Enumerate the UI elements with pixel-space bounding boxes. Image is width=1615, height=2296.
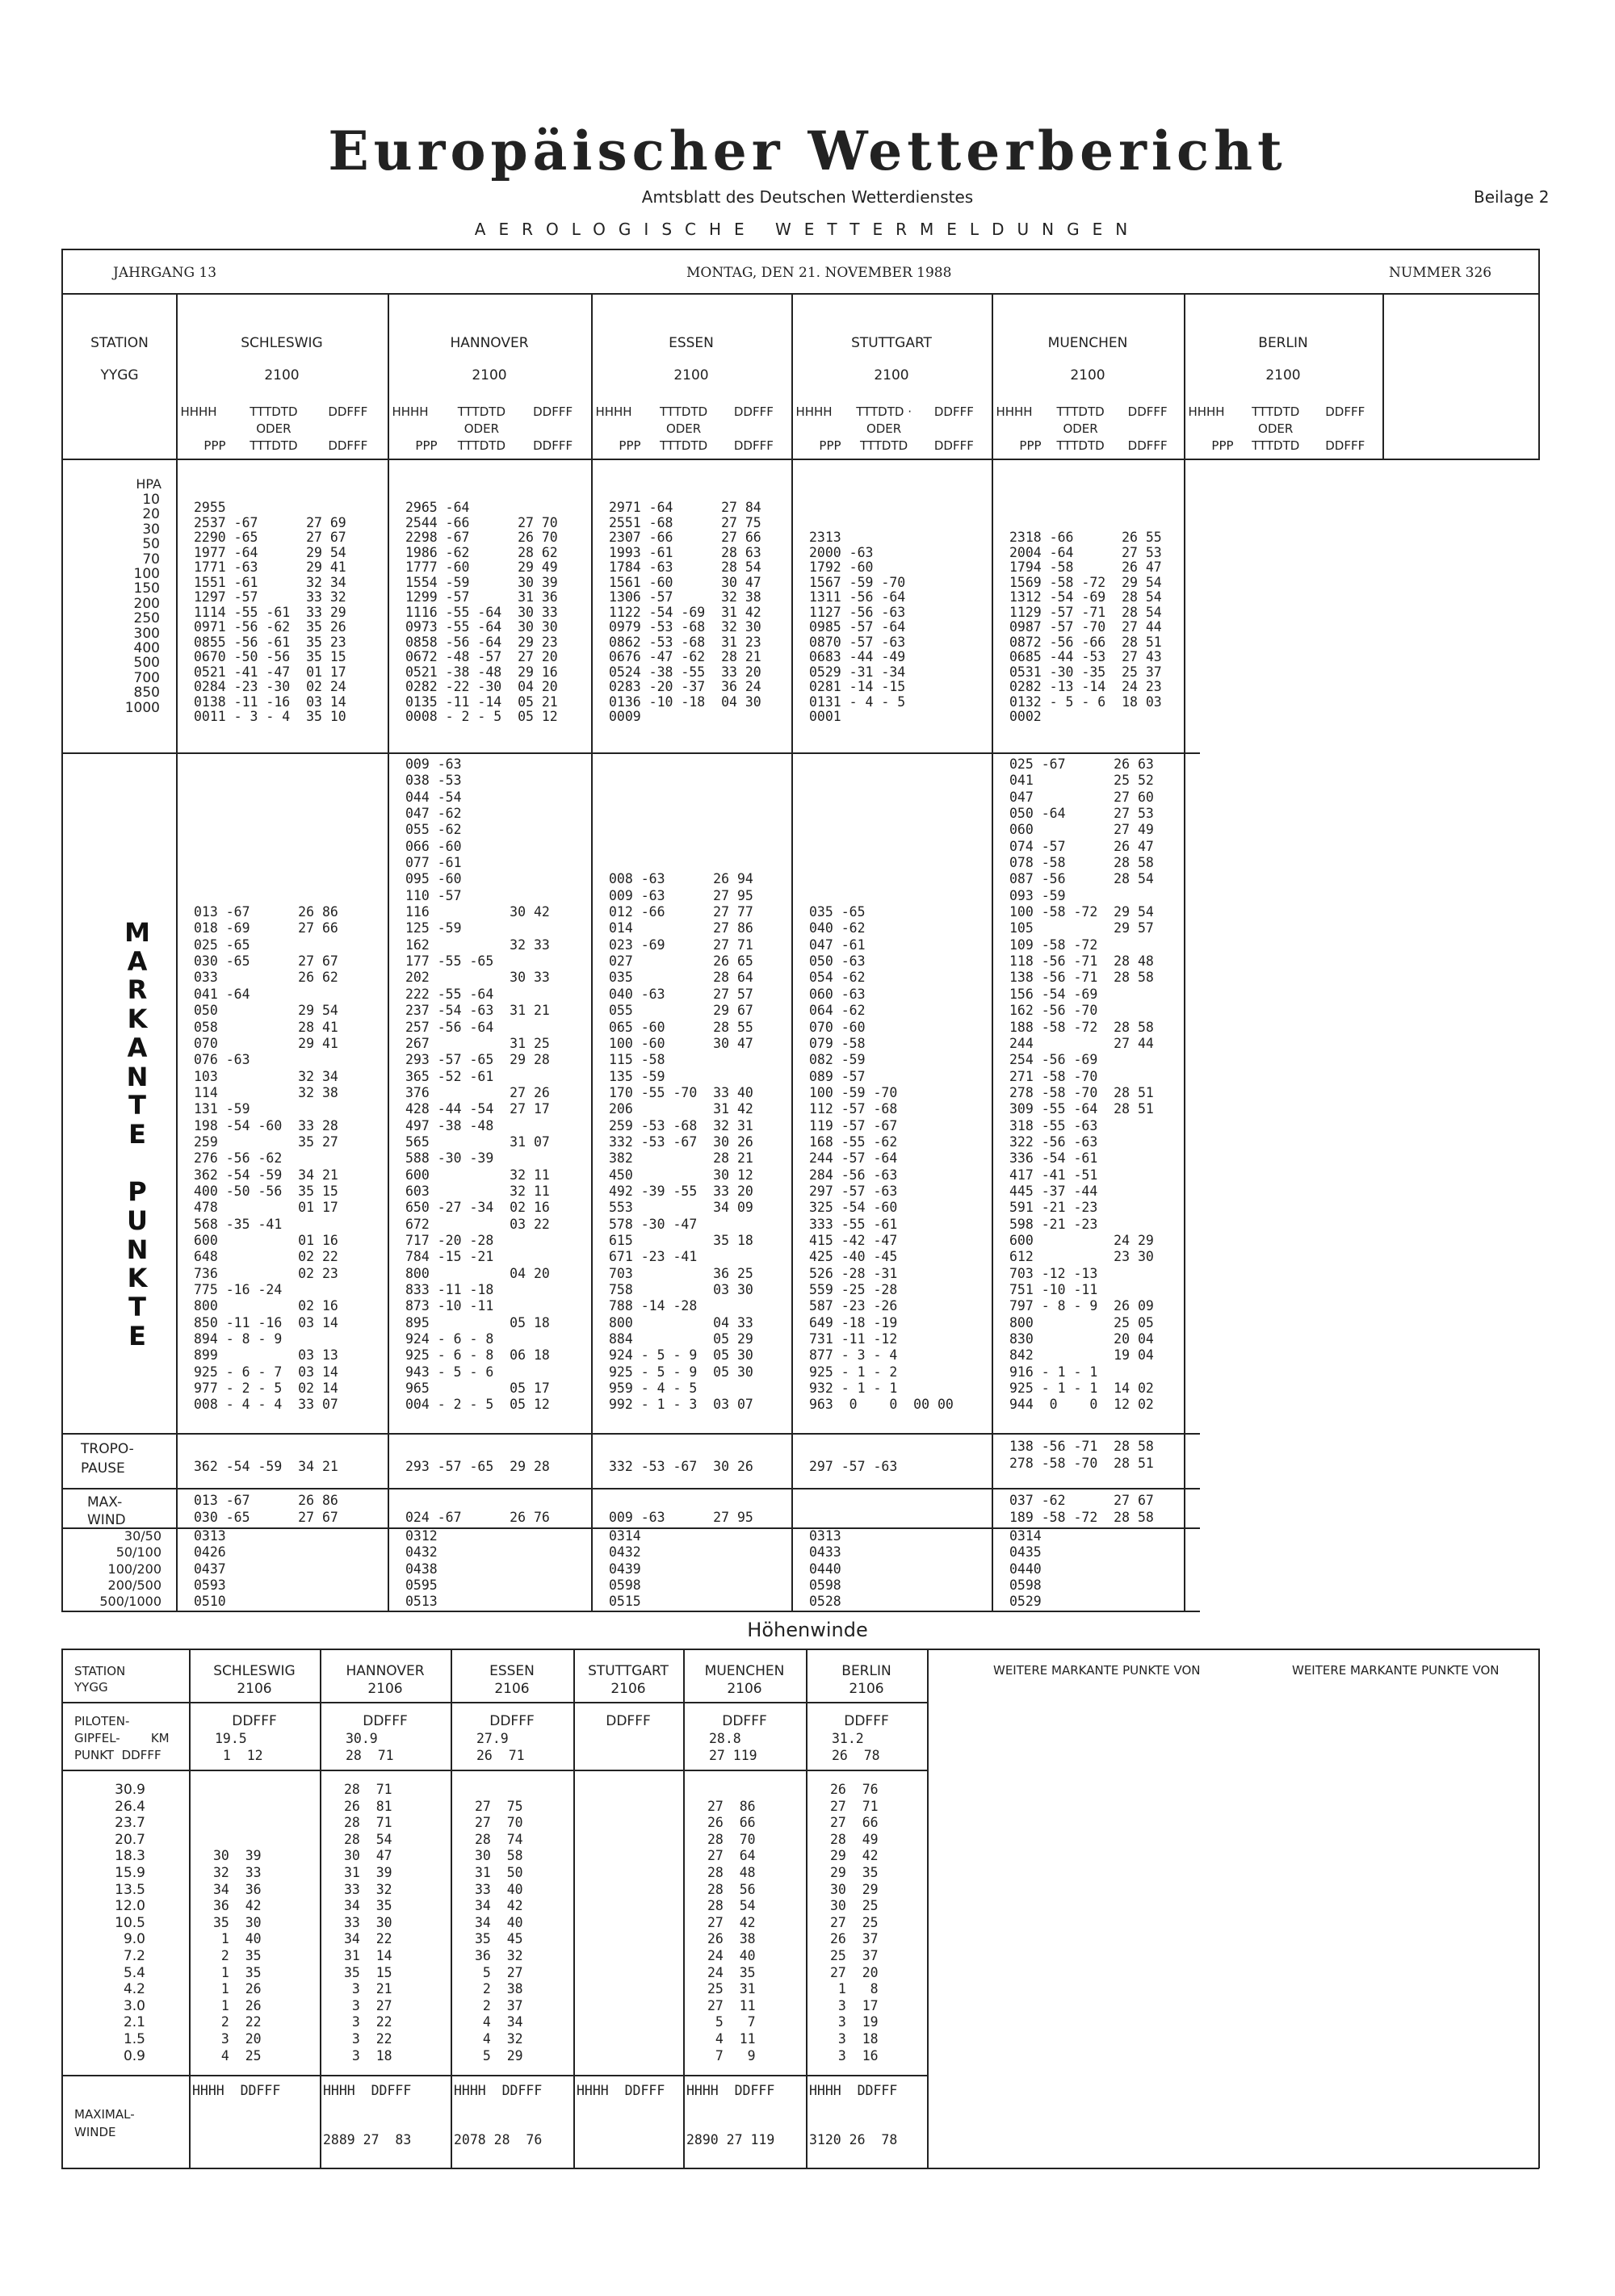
column-header-max: HHHH DDFFF: [454, 2083, 543, 2098]
table-border: [61, 459, 1539, 460]
standard-level-data: 2955 2537 -67 27 69 2290 -65 27 67 1977 -64 29 54 1771 -63 29 41 1551 -61 32 34 1297 -57 33 32 1114 -55 -61 33 29 0971 -56 -62 35 26 0855 -56 -61 35 23 0670 -50 -56 35 15 0521 -41 -47 01 17 0284 -23 -30 02 24 0138 -11 -16 03 14 0011 - 3 - 4 35 10: [194, 500, 346, 724]
column-header-tttdtd: TTTDTD: [1252, 404, 1300, 419]
lower-station-name: STUTTGART: [588, 1663, 669, 1679]
column-header-ppp: PPP: [203, 438, 226, 453]
column-header-tttdtd: TTTDTD: [457, 438, 505, 453]
markante-punkte-data: 025 -67 26 63 041 25 52 047 27 60 050 -64 27 53 060 27 49 074 -57 26 47 078 -58 28 58 087 -56 28 54 093 -59 100 -58 -72 29 54 105 29 57 109 -58 -72 118 -56 -71 28 48 138 -56 -71 28 58 156 -54 -69 162 -56 -70 188 -58 -72 28 58 244 27 44 254 -56 -69 271 -58 -70 278 -58 -70 28 51 309 -55 -64 28 51 318 -55 -63 322 -56 -63 336 -54 -61 417 -41 -51 445 -37 -44 591 -21 -23 598 -21 -23 600 24 29 612 23 30 703 -12 -13 751 -10 -11 797 - 8 - 9 26 09 800 25 05 830 20 04 842 19 04 916 - 1 - 1 925 - 1 - 1 14 02 944 0 0 12 02: [1009, 756, 1154, 1413]
column-divider: [388, 293, 389, 1611]
column-header-max: HHHH DDFFF: [686, 2083, 775, 2098]
column-divider: [1382, 293, 1384, 459]
column-header-ddfff: DDFFF: [533, 438, 573, 453]
lower-station-name: SCHLESWIG: [213, 1663, 296, 1679]
maximal-winde-data: 3120 26 78: [809, 2132, 898, 2147]
tropopause-data: 297 -57 -63: [809, 1459, 898, 1474]
column-header-ddfff: DDFFF: [1325, 438, 1365, 453]
column-header-ddfff: DDFFF: [328, 438, 368, 453]
table-border: [61, 2168, 1539, 2169]
column-header-ddfff: DDFFF: [1127, 404, 1168, 419]
maxwind-label: MAX- WIND: [87, 1494, 126, 1528]
column-header-tttdtd: TTTDTD: [659, 438, 708, 453]
height-wind-data: 28 71 26 81 28 71 28 54 30 47 31 39 33 32 34 35 33 30 34 22 31 14 35 15 3 21 3 27 3 22 3 22 3 18: [344, 1782, 392, 2063]
maximal-winde-data: 2889 27 83: [323, 2132, 412, 2147]
shear-label: 30/50 50/100 100/200 200/500 500/1000: [99, 1528, 162, 1610]
hpa-label: HPA: [136, 476, 162, 492]
table-border: [61, 1702, 927, 1703]
piloten-label: PILOTEN- GIPFEL- KM PUNKT DDFFF: [74, 1714, 170, 1762]
station-time: 2100: [264, 367, 300, 383]
column-header-tttdtd: TTTDTD: [250, 404, 298, 419]
column-header-max: HHHH DDFFF: [577, 2083, 665, 2098]
column-header-max: HHHH DDFFF: [323, 2083, 412, 2098]
column-header-tttdtd: TTTDTD: [1056, 438, 1105, 453]
column-header-oder: ODER: [1063, 421, 1098, 436]
column-header-max: HHHH DDFFF: [192, 2083, 281, 2098]
lower-title: Höhenwinde: [747, 1619, 868, 1641]
column-header-ppp: PPP: [619, 438, 641, 453]
column-header-tttdtd: TTTDTD: [457, 404, 505, 419]
table-border: [61, 1433, 1200, 1435]
standard-level-data: 2965 -64 2544 -66 27 70 2298 -67 26 70 1986 -62 28 62 1777 -60 29 49 1554 -59 30 39 1299 -57 31 36 1116 -55 -64 30 33 0973 -55 -64 30 30 0858 -56 -64 29 23 0672 -48 -57 27 20 0521 -38 -48 29 16 0282 -22 -30 04 20 0135 -11 -14 05 21 0008 - 2 - 5 05 12: [405, 500, 558, 724]
piloten-data: 19.5 1 12: [215, 1731, 263, 1763]
column-header-oder: ODER: [464, 421, 500, 436]
lower-station-time: 2106: [367, 1681, 403, 1697]
column-header-ddfff: DDFFF: [363, 1713, 408, 1729]
height-wind-data: 30 39 32 33 34 36 36 42 35 30 1 40 2 35 1 35 1 26 1 26 2 22 3 20 4 25: [213, 1848, 262, 2063]
volume-label: JAHRGANG 13: [113, 265, 217, 281]
table-border: [61, 1611, 1200, 1612]
standard-level-data: 2971 -64 27 84 2551 -68 27 75 2307 -66 27 66 1993 -61 28 63 1784 -63 28 54 1561 -60 30 47 1306 -57 32 38 1122 -54 -69 31 42 0979 -53 -68 32 30 0862 -53 -68 31 23 0676 -47 -62 28 21 0524 -38 -55 33 20 0283 -20 -37 36 24 0136 -10 -18 04 30 0009: [609, 500, 761, 724]
maximal-winde-data: 2078 28 76: [454, 2132, 543, 2147]
column-header-oder: ODER: [1258, 421, 1294, 436]
station-name: BERLIN: [1258, 335, 1308, 351]
column-header-oder: ODER: [866, 421, 902, 436]
column-header-ddfff: DDFFF: [1127, 438, 1168, 453]
lower-station-time: 2106: [610, 1681, 646, 1697]
column-header-ddfff: DDFFF: [933, 404, 974, 419]
column-header-ddfff: DDFFF: [328, 404, 368, 419]
shear-data: 0313 0433 0440 0598 0528: [809, 1528, 841, 1610]
piloten-data: 28.8 27 119: [709, 1731, 757, 1763]
page-subtitle: Amtsblatt des Deutschen Wetterdienstes: [641, 187, 974, 207]
markante-punkte-data: 008 -63 26 94 009 -63 27 95 012 -66 27 77 014 27 86 023 -69 27 71 027 26 65 035 28 64 040 -63 27 57 055 29 67 065 -60 28 55 100 -60 30 47 115 -58 135 -59 170 -55 -70 33 40 206 31 42 259 -53 -68 32 31 332 -53 -67 30 26 382 28 21 450 30 12 492 -39 -55 33 20 553 34 09 578 -30 -47 615 35 18 671 -23 -41 703 36 25 758 03 30 788 -14 -28 800 04 33 884 05 29 924 - 5 - 9 05 30 925 - 5 - 9 05 30 959 - 4 - 5 992 - 1 - 3 03 07: [609, 871, 753, 1413]
weitere-punkte-label-1: WEITERE MARKANTE PUNKTE VON: [993, 1663, 1201, 1678]
column-header-ddfff: DDFFF: [733, 438, 774, 453]
piloten-data: 30.9 28 71: [346, 1731, 394, 1763]
column-header-ppp: PPP: [819, 438, 841, 453]
table-border: [61, 1649, 63, 2168]
height-wind-data: 27 86 26 66 28 70 27 64 28 48 28 56 28 54 27 42 26 38 24 40 24 35 25 31 27 11 5 7 4 11 7 9: [707, 1798, 756, 2063]
km-levels: 30.9 26.4 23.7 20.7 18.3 15.9 13.5 12.0 10.5 9.0 7.2 5.4 4.2 3.0 2.1 1.5 0.9: [115, 1782, 145, 2064]
column-header-hhhh: HHHH: [180, 404, 217, 419]
lower-station-time: 2106: [494, 1681, 530, 1697]
station-name: MUENCHEN: [1047, 335, 1128, 351]
station-time: 2100: [472, 367, 507, 383]
station-name: SCHLESWIG: [241, 335, 323, 351]
station-time: 2100: [1070, 367, 1105, 383]
tropopause-data: 332 -53 -67 30 26: [609, 1459, 753, 1474]
column-header-oder: ODER: [665, 421, 702, 436]
lower-station-label: STATION YYGG: [74, 1664, 126, 1695]
section-title: AEROLOGISCHE WETTERMELDUNGEN: [474, 220, 1141, 239]
column-header-ddfff: DDFFF: [232, 1713, 277, 1729]
tropopause-label: TROPO- PAUSE: [81, 1441, 134, 1477]
maxwind-data: 037 -62 27 67 189 -58 -72 28 58: [1009, 1493, 1154, 1525]
column-header-ddfff: DDFFF: [606, 1713, 651, 1729]
maxwind-data: 009 -63 27 95: [609, 1510, 753, 1525]
column-header-hhhh: HHHH: [392, 404, 429, 419]
supplement-label: Beilage 2: [1474, 187, 1550, 207]
lower-station-name: HANNOVER: [346, 1663, 425, 1679]
lower-station-time: 2106: [237, 1681, 272, 1697]
yygg-label: YYGG: [100, 367, 139, 383]
lower-station-name: BERLIN: [841, 1663, 891, 1679]
station-name: ESSEN: [669, 335, 714, 351]
station-time: 2100: [673, 367, 709, 383]
hpa-levels: 10 20 30 50 70 100 150 200 250 300 400 500 700 850 1000: [124, 492, 160, 716]
markante-punkte-label: M A R K A N T E P U N K T E: [124, 917, 150, 1351]
weitere-punkte-label-2: WEITERE MARKANTE PUNKTE VON: [1292, 1663, 1500, 1678]
standard-level-data: 2313 2000 -63 1792 -60 1567 -59 -70 1311 -56 -64 1127 -56 -63 0985 -57 -64 0870 -57 -63 0683 -44 -49 0529 -31 -34 0281 -14 -15 0131 - 4 - 5 0001: [809, 530, 906, 724]
shear-data: 0313 0426 0437 0593 0510: [194, 1528, 226, 1610]
column-header-tttdtd: TTTDTD: [1056, 404, 1105, 419]
issue-number: NUMMER 326: [1389, 265, 1492, 281]
shear-data: 0314 0432 0439 0598 0515: [609, 1528, 641, 1610]
maximal-winde-data: 2890 27 119: [686, 2132, 775, 2147]
column-header-tttdtd: TTTDTD: [659, 404, 708, 419]
column-divider: [992, 293, 993, 1611]
table-border: [61, 752, 1200, 754]
column-header-ppp: PPP: [415, 438, 438, 453]
column-header-tttdtd: TTTDTD: [859, 438, 908, 453]
piloten-data: 27.9 26 71: [476, 1731, 525, 1763]
lower-station-time: 2106: [727, 1681, 762, 1697]
column-header-ddfff: DDFFF: [733, 404, 774, 419]
standard-level-data: 2318 -66 26 55 2004 -64 27 53 1794 -58 26 47 1569 -58 -72 29 54 1312 -54 -69 28 54 1129 -57 -71 28 54 0987 -57 -70 27 44 0872 -56 -66 28 51 0685 -44 -53 27 43 0531 -30 -35 25 37 0282 -13 -14 24 23 0132 - 5 - 6 18 03 0002: [1009, 530, 1162, 724]
table-border: [61, 1770, 927, 1771]
issue-date: MONTAG, DEN 21. NOVEMBER 1988: [686, 265, 952, 281]
page-title: Europäischer Wetterbericht: [328, 119, 1287, 182]
table-border: [61, 249, 63, 1611]
lower-station-name: MUENCHEN: [704, 1663, 785, 1679]
table-border: [61, 249, 1539, 250]
table-border: [61, 293, 1539, 295]
column-header-ddfff: DDFFF: [722, 1713, 767, 1729]
tropopause-data: 138 -56 -71 28 58 278 -58 -70 28 51: [1009, 1439, 1154, 1471]
table-border: [1538, 249, 1540, 460]
tropopause-data: 362 -54 -59 34 21: [194, 1459, 338, 1474]
column-header-ddfff: DDFFF: [844, 1713, 889, 1729]
markante-punkte-data: 013 -67 26 86 018 -69 27 66 025 -65 030 -65 27 67 033 26 62 041 -64 050 29 54 058 28 41 070 29 41 076 -63 103 32 34 114 32 38 131 -59 198 -54 -60 33 28 259 35 27 276 -56 -62 362 -54 -59 34 21 400 -50 -56 35 15 478 01 17 568 -35 -41 600 01 16 648 02 22 736 02 23 775 -16 -24 800 02 16 850 -11 -16 03 14 894 - 8 - 9 899 03 13 925 - 6 - 7 03 14 977 - 2 - 5 02 14 008 - 4 - 4 33 07: [194, 904, 338, 1413]
maxwind-data: 024 -67 26 76: [405, 1510, 550, 1525]
column-header-hhhh: HHHH: [1188, 404, 1225, 419]
column-header-hhhh: HHHH: [595, 404, 632, 419]
piloten-data: 31.2 26 78: [832, 1731, 880, 1763]
column-divider: [591, 293, 593, 1611]
column-header-tttdtd: TTTDTD: [1252, 438, 1300, 453]
station-label: STATION: [90, 335, 149, 351]
column-header-hhhh: HHHH: [795, 404, 833, 419]
height-wind-data: 26 76 27 71 27 66 28 49 29 42 29 35 30 29 30 25 27 25 26 37 25 37 27 20 1 8 3 17 3 19 3 18 3 16: [830, 1782, 879, 2063]
shear-data: 0312 0432 0438 0595 0513: [405, 1528, 438, 1610]
station-name: HANNOVER: [450, 335, 529, 351]
table-border: [61, 1649, 1539, 1650]
station-name: STUTTGART: [851, 335, 932, 351]
table-border: [61, 2075, 927, 2076]
lower-station-time: 2106: [849, 1681, 884, 1697]
markante-punkte-data: 009 -63 038 -53 044 -54 047 -62 055 -62 066 -60 077 -61 095 -60 110 -57 116 30 42 125 -59 162 32 33 177 -55 -65 202 30 33 222 -55 -64 237 -54 -63 31 21 257 -56 -64 267 31 25 293 -57 -65 29 28 365 -52 -61 376 27 26 428 -44 -54 27 17 497 -38 -48 565 31 07 588 -30 -39 600 32 11 603 32 11 650 -27 -34 02 16 672 03 22 717 -20 -28 784 -15 -21 800 04 20 833 -11 -18 873 -10 -11 895 05 18 924 - 6 - 8 925 - 6 - 8 06 18 943 - 5 - 6 965 05 17 004 - 2 - 5 05 12: [405, 756, 550, 1413]
station-time: 2100: [1265, 367, 1301, 383]
height-wind-data: 27 75 27 70 28 74 30 58 31 50 33 40 34 42 34 40 35 45 36 32 5 27 2 38 2 37 4 34 4 32 5 29: [475, 1798, 523, 2063]
tropopause-data: 293 -57 -65 29 28: [405, 1459, 550, 1474]
column-header-ppp: PPP: [1211, 438, 1234, 453]
maxwind-data: 013 -67 26 86 030 -65 27 67: [194, 1493, 338, 1525]
station-time: 2100: [874, 367, 909, 383]
column-divider: [791, 293, 793, 1611]
column-header-ddfff: DDFFF: [533, 404, 573, 419]
table-border: [1538, 1649, 1540, 2168]
column-divider: [176, 293, 178, 1611]
shear-data: 0314 0435 0440 0598 0529: [1009, 1528, 1042, 1610]
column-header-tttdtd: TTTDTD: [250, 438, 298, 453]
column-divider: [1184, 293, 1185, 1611]
column-header-tttdtd: TTTDTD ·: [856, 404, 912, 419]
table-border: [61, 1488, 1200, 1489]
column-header-oder: ODER: [256, 421, 292, 436]
column-header-hhhh: HHHH: [996, 404, 1033, 419]
column-header-ddfff: DDFFF: [1325, 404, 1365, 419]
column-header-ddfff: DDFFF: [933, 438, 974, 453]
markante-punkte-data: 035 -65 040 -62 047 -61 050 -63 054 -62 060 -63 064 -62 070 -60 079 -58 082 -59 089 -57 100 -59 -70 112 -57 -68 119 -57 -67 168 -55 -62 244 -57 -64 284 -56 -63 297 -57 -63 325 -54 -60 333 -55 -61 415 -42 -47 425 -40 -45 526 -28 -31 559 -25 -28 587 -23 -26 649 -18 -19 731 -11 -12 877 - 3 - 4 925 - 1 - 2 932 - 1 - 1 963 0 0 00 00: [809, 904, 954, 1413]
column-header-ddfff: DDFFF: [489, 1713, 535, 1729]
column-divider: [927, 1649, 929, 2168]
maximal-winde-label: MAXIMAL- WINDE: [74, 2107, 135, 2139]
lower-station-name: ESSEN: [489, 1663, 535, 1679]
column-header-ppp: PPP: [1019, 438, 1042, 453]
column-header-max: HHHH DDFFF: [809, 2083, 898, 2098]
